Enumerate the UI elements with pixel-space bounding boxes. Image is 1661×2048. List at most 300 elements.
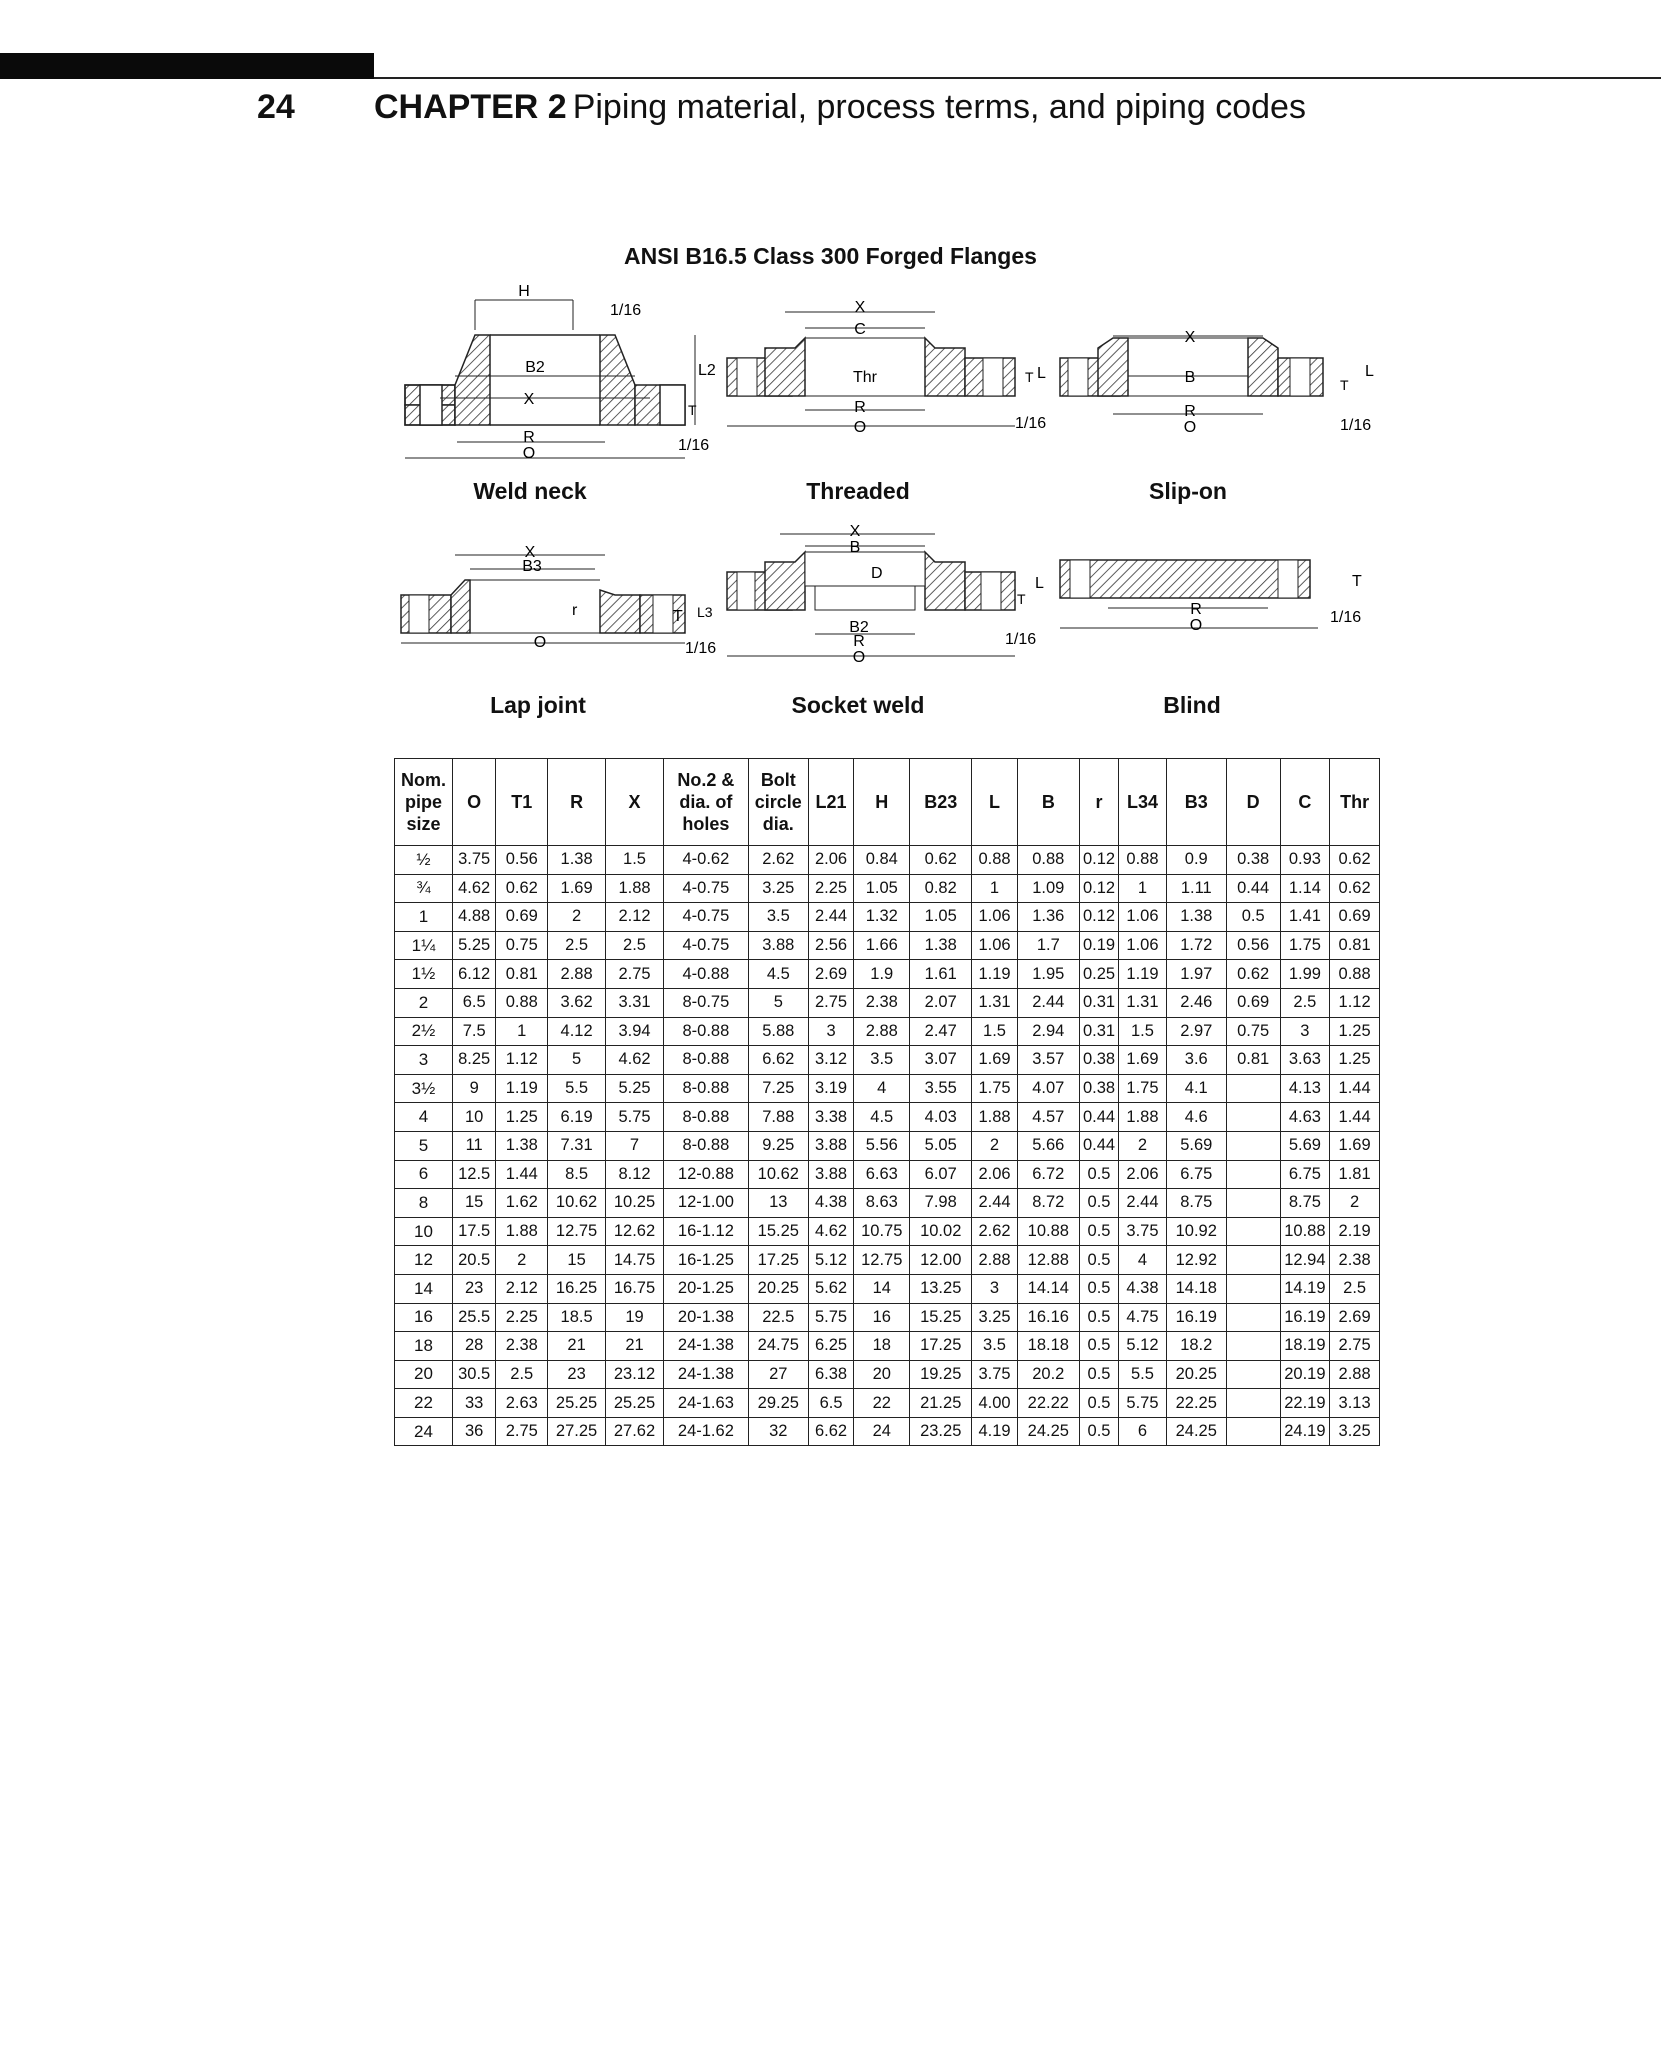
table-cell: 16.16 <box>1017 1303 1079 1332</box>
table-cell: 7.5 <box>452 1017 495 1046</box>
table-cell: 20-1.25 <box>663 1274 748 1303</box>
chapter-heading <box>374 88 1306 127</box>
table-cell: 32 <box>748 1417 808 1446</box>
table-cell: 24-1.62 <box>663 1417 748 1446</box>
table-cell: 1.97 <box>1166 960 1226 989</box>
table-cell: 27.25 <box>548 1417 606 1446</box>
table-cell: 2.5 <box>1330 1274 1380 1303</box>
slip-on-sixteenth: 1/16 <box>1340 417 1372 434</box>
table-cell: 3.25 <box>1330 1417 1380 1446</box>
table-cell: 0.44 <box>1079 1103 1118 1132</box>
table-cell: 2.44 <box>1017 988 1079 1017</box>
table-cell: 4-0.75 <box>663 903 748 932</box>
table-cell: 2.44 <box>808 903 854 932</box>
table-cell: 11 <box>452 1131 495 1160</box>
column-header: O <box>452 759 495 846</box>
table-cell: 2.69 <box>1330 1303 1380 1332</box>
table-cell: 3½ <box>395 1074 453 1103</box>
table-cell <box>1226 1332 1280 1361</box>
table-row <box>395 1417 1380 1446</box>
slip-on-b-label: B <box>1184 369 1196 386</box>
table-cell: 6.19 <box>548 1103 606 1132</box>
table-cell: 0.81 <box>1330 931 1380 960</box>
table-cell: 3.75 <box>972 1360 1018 1389</box>
socket-weld-l-label: L <box>1035 575 1044 592</box>
table-cell: 3.75 <box>1119 1217 1167 1246</box>
table-cell: 1.69 <box>1119 1046 1167 1075</box>
table-cell: 1.38 <box>496 1131 548 1160</box>
table-cell: 0.5 <box>1079 1360 1118 1389</box>
table-cell: 3.6 <box>1166 1046 1226 1075</box>
table-row <box>395 931 1380 960</box>
table-cell: 20.25 <box>1166 1360 1226 1389</box>
table-cell: 12.75 <box>548 1217 606 1246</box>
table-cell: 24 <box>854 1417 910 1446</box>
table-cell <box>1226 1189 1280 1218</box>
table-cell: 0.56 <box>1226 931 1280 960</box>
table-cell: 16.19 <box>1166 1303 1226 1332</box>
table-cell: 6.62 <box>748 1046 808 1075</box>
table-cell: 6.38 <box>808 1360 854 1389</box>
table-cell: 3.19 <box>808 1074 854 1103</box>
table-cell: 4 <box>854 1074 910 1103</box>
table-cell <box>1226 1303 1280 1332</box>
table-cell: 1.38 <box>1166 903 1226 932</box>
table-cell: 1.61 <box>910 960 972 989</box>
table-cell: 22 <box>395 1389 453 1418</box>
table-cell: 0.62 <box>910 846 972 875</box>
table-cell: 2.97 <box>1166 1017 1226 1046</box>
table-cell: 0.88 <box>972 846 1018 875</box>
table-cell: 3 <box>395 1046 453 1075</box>
table-cell: 2.46 <box>1166 988 1226 1017</box>
table-cell: 25.25 <box>606 1389 664 1418</box>
table-cell: 1.69 <box>972 1046 1018 1075</box>
table-cell: 0.5 <box>1079 1274 1118 1303</box>
table-cell: 4.07 <box>1017 1074 1079 1103</box>
table-row <box>395 1131 1380 1160</box>
table-cell: 1.36 <box>1017 903 1079 932</box>
table-cell: 1.62 <box>496 1189 548 1218</box>
table-cell: 2.88 <box>1330 1360 1380 1389</box>
table-cell: 1.11 <box>1166 874 1226 903</box>
table-cell: 1.14 <box>1280 874 1330 903</box>
table-cell: 2.44 <box>1119 1189 1167 1218</box>
table-cell: 33 <box>452 1389 495 1418</box>
table-cell: 15 <box>548 1246 606 1275</box>
lap-joint-diagram <box>395 535 725 665</box>
table-cell: 8.12 <box>606 1160 664 1189</box>
table-cell: 0.84 <box>854 846 910 875</box>
table-cell: 4.5 <box>748 960 808 989</box>
table-cell: 0.31 <box>1079 1017 1118 1046</box>
threaded-r-label: R <box>854 399 866 416</box>
table-cell: 2.38 <box>496 1332 548 1361</box>
caption-socket-weld: Socket weld <box>791 692 925 718</box>
table-cell: 19 <box>606 1303 664 1332</box>
table-cell: 14.14 <box>1017 1274 1079 1303</box>
table-cell: 36 <box>452 1417 495 1446</box>
column-header: r <box>1079 759 1118 846</box>
table-cell: 23.25 <box>910 1417 972 1446</box>
table-cell: 7.88 <box>748 1103 808 1132</box>
table-cell: 3.75 <box>452 846 495 875</box>
table-row <box>395 1274 1380 1303</box>
table-cell: 3.88 <box>748 931 808 960</box>
table-cell: 8-0.88 <box>663 1131 748 1160</box>
table-cell: 1.31 <box>972 988 1018 1017</box>
table-row <box>395 960 1380 989</box>
table-cell: 12 <box>395 1246 453 1275</box>
table-cell: 6 <box>1119 1417 1167 1446</box>
column-header: No.2 & dia. of holes <box>663 759 748 846</box>
column-header: L21 <box>808 759 854 846</box>
table-cell: 2.25 <box>496 1303 548 1332</box>
table-cell: 15.25 <box>910 1303 972 1332</box>
table-cell: 2.75 <box>808 988 854 1017</box>
table-cell: 18.5 <box>548 1303 606 1332</box>
table-cell <box>1226 1360 1280 1389</box>
table-cell: 22 <box>854 1389 910 1418</box>
page-number: 24 <box>257 88 295 126</box>
table-cell: 2.5 <box>1280 988 1330 1017</box>
table-cell: 0.88 <box>496 988 548 1017</box>
table-cell: 29.25 <box>748 1389 808 1418</box>
table-cell: 13.25 <box>910 1274 972 1303</box>
table-cell: 0.44 <box>1226 874 1280 903</box>
table-cell: 1.06 <box>972 903 1018 932</box>
column-header: B23 <box>910 759 972 846</box>
table-cell: 2.44 <box>972 1189 1018 1218</box>
lap-joint-b3-label: B3 <box>522 558 542 575</box>
socket-weld-o-label: O <box>852 649 866 666</box>
column-header: X <box>606 759 664 846</box>
weld-neck-h-label: H <box>518 283 530 300</box>
table-cell: 0.75 <box>1226 1017 1280 1046</box>
table-cell: 0.5 <box>1079 1160 1118 1189</box>
table-cell: 1.25 <box>1330 1046 1380 1075</box>
table-cell: 1 <box>395 903 453 932</box>
table-cell: 0.5 <box>1079 1246 1118 1275</box>
table-row <box>395 1246 1380 1275</box>
table-cell: 5.25 <box>606 1074 664 1103</box>
slip-on-r-label: R <box>1184 403 1196 420</box>
table-row <box>395 1103 1380 1132</box>
table-cell: 24-1.38 <box>663 1332 748 1361</box>
slip-on-t-label: T <box>1340 377 1349 393</box>
caption-weld-neck: Weld neck <box>473 478 587 504</box>
table-cell: 8 <box>395 1189 453 1218</box>
table-cell: 3 <box>972 1274 1018 1303</box>
table-cell: 4.1 <box>1166 1074 1226 1103</box>
table-cell: 5 <box>748 988 808 1017</box>
table-cell: 20.25 <box>748 1274 808 1303</box>
table-cell: 6.5 <box>452 988 495 1017</box>
table-cell: 13 <box>748 1189 808 1218</box>
table-cell: 2.56 <box>808 931 854 960</box>
table-cell: 3.25 <box>972 1303 1018 1332</box>
table-cell: 0.19 <box>1079 931 1118 960</box>
table-cell: 23.12 <box>606 1360 664 1389</box>
table-cell: 1¼ <box>395 931 453 960</box>
table-cell: 2.06 <box>808 846 854 875</box>
header-rule <box>374 77 1661 79</box>
table-cell: 4-0.62 <box>663 846 748 875</box>
table-cell: 20 <box>854 1360 910 1389</box>
table-cell: 10.02 <box>910 1217 972 1246</box>
table-cell: 23 <box>452 1274 495 1303</box>
column-header: Nom. pipe size <box>395 759 453 846</box>
table-cell: 7.98 <box>910 1189 972 1218</box>
table-cell: 4.13 <box>1280 1074 1330 1103</box>
table-cell: 2.63 <box>496 1389 548 1418</box>
table-cell: 5.5 <box>1119 1360 1167 1389</box>
socket-weld-x-label: X <box>849 523 861 540</box>
column-header: T1 <box>496 759 548 846</box>
table-cell: 8-0.88 <box>663 1103 748 1132</box>
table-cell: 16 <box>854 1303 910 1332</box>
table-cell: 2 <box>1119 1131 1167 1160</box>
table-cell: 1 <box>972 874 1018 903</box>
table-cell: 6.75 <box>1280 1160 1330 1189</box>
weld-neck-b2-label: B2 <box>525 359 545 376</box>
table-cell: 3.5 <box>972 1332 1018 1361</box>
column-header: Bolt circle dia. <box>748 759 808 846</box>
table-cell: 0.38 <box>1079 1046 1118 1075</box>
table-cell: 4 <box>1119 1246 1167 1275</box>
table-cell: 4.62 <box>452 874 495 903</box>
weld-neck-diagram <box>395 280 725 470</box>
table-cell: 4.38 <box>1119 1274 1167 1303</box>
table-cell: 10.62 <box>748 1160 808 1189</box>
table-cell: 4.00 <box>972 1389 1018 1418</box>
table-cell: 12-0.88 <box>663 1160 748 1189</box>
lap-joint-t-label: T <box>673 608 683 625</box>
socket-weld-b2-label: B2 <box>849 619 869 636</box>
table-cell: 10.88 <box>1280 1217 1330 1246</box>
table-cell: 1.5 <box>972 1017 1018 1046</box>
table-cell: 5.88 <box>748 1017 808 1046</box>
table-cell: 5.25 <box>452 931 495 960</box>
table-cell: 14.75 <box>606 1246 664 1275</box>
lap-joint-r-small-label: r <box>572 602 578 619</box>
table-cell: 2.75 <box>496 1417 548 1446</box>
slip-on-o-label: O <box>1183 419 1197 436</box>
column-header: H <box>854 759 910 846</box>
table-cell: 1.7 <box>1017 931 1079 960</box>
table-cell: 0.5 <box>1079 1417 1118 1446</box>
blind-sixteenth: 1/16 <box>1330 609 1362 626</box>
table-cell: 21 <box>548 1332 606 1361</box>
table-cell: 3.25 <box>748 874 808 903</box>
table-cell: 6 <box>395 1160 453 1189</box>
table-cell: 2.38 <box>1330 1246 1380 1275</box>
table-cell: 24.25 <box>1017 1417 1079 1446</box>
table-cell: 0.88 <box>1330 960 1380 989</box>
table-cell: 1.09 <box>1017 874 1079 903</box>
table-cell: 8-0.75 <box>663 988 748 1017</box>
table-cell: 3.07 <box>910 1046 972 1075</box>
table-cell: 2.12 <box>496 1274 548 1303</box>
table-cell: 19.25 <box>910 1360 972 1389</box>
table-cell: 2.5 <box>496 1360 548 1389</box>
table-row <box>395 1046 1380 1075</box>
table-cell: 4.75 <box>1119 1303 1167 1332</box>
table-row <box>395 1074 1380 1103</box>
table-cell: 3 <box>808 1017 854 1046</box>
column-header: B3 <box>1166 759 1226 846</box>
table-cell <box>1226 1217 1280 1246</box>
table-cell: 8.5 <box>548 1160 606 1189</box>
table-cell: 16 <box>395 1303 453 1332</box>
column-header: C <box>1280 759 1330 846</box>
caption-blind: Blind <box>1163 692 1221 718</box>
chapter-label: CHAPTER 2 <box>374 88 567 126</box>
table-cell: 0.82 <box>910 874 972 903</box>
blind-r-label: R <box>1190 601 1202 618</box>
table-cell: 27 <box>748 1360 808 1389</box>
table-cell: 2.38 <box>854 988 910 1017</box>
table-cell: 16.75 <box>606 1274 664 1303</box>
table-cell: 8.75 <box>1280 1189 1330 1218</box>
table-cell: 1.38 <box>910 931 972 960</box>
table-header <box>395 759 1380 846</box>
table-cell: 4.62 <box>606 1046 664 1075</box>
table-cell <box>1226 1274 1280 1303</box>
table-cell: 8.25 <box>452 1046 495 1075</box>
table-cell: 4.03 <box>910 1103 972 1132</box>
table-cell: 8.72 <box>1017 1189 1079 1218</box>
table-cell: 22.19 <box>1280 1389 1330 1418</box>
table-row <box>395 874 1380 903</box>
lap-joint-l3-label: L3 <box>697 604 713 620</box>
threaded-sixteenth: 1/16 <box>1015 415 1047 432</box>
table-cell: 2.75 <box>606 960 664 989</box>
table-cell: 3.12 <box>808 1046 854 1075</box>
table-cell: 0.93 <box>1280 846 1330 875</box>
slip-on-l-label: L <box>1365 363 1374 380</box>
table-cell: 3.62 <box>548 988 606 1017</box>
table-cell <box>1226 1131 1280 1160</box>
table-cell: 25.5 <box>452 1303 495 1332</box>
table-cell: 0.56 <box>496 846 548 875</box>
table-cell: 2.06 <box>972 1160 1018 1189</box>
table-cell: 0.88 <box>1119 846 1167 875</box>
weld-neck-r-label: R <box>523 429 535 446</box>
table-cell: 10.75 <box>854 1217 910 1246</box>
table-cell: 6.63 <box>854 1160 910 1189</box>
table-cell: 3.88 <box>808 1131 854 1160</box>
table-cell: 2 <box>548 903 606 932</box>
threaded-t-label: T <box>1025 369 1034 385</box>
table-cell: 5.5 <box>548 1074 606 1103</box>
table-cell: 1 <box>1119 874 1167 903</box>
table-cell: 10.92 <box>1166 1217 1226 1246</box>
table-cell: 5.66 <box>1017 1131 1079 1160</box>
table-cell: 0.5 <box>1079 1332 1118 1361</box>
table-row <box>395 1303 1380 1332</box>
table-cell: 1.66 <box>854 931 910 960</box>
table-cell: 1.44 <box>496 1160 548 1189</box>
table-cell: 1½ <box>395 960 453 989</box>
table-row <box>395 846 1380 875</box>
table-cell: 8.63 <box>854 1189 910 1218</box>
table-cell: 1.05 <box>910 903 972 932</box>
table-cell: 6.07 <box>910 1160 972 1189</box>
table-cell: 12.5 <box>452 1160 495 1189</box>
table-cell: 6.5 <box>808 1389 854 1418</box>
table-cell: 21 <box>606 1332 664 1361</box>
table-cell: 4.38 <box>808 1189 854 1218</box>
table-cell: 2½ <box>395 1017 453 1046</box>
blind-diagram <box>1058 550 1388 650</box>
socket-weld-r-label: R <box>853 633 865 650</box>
table-cell: 1.05 <box>854 874 910 903</box>
table-cell: 16-1.12 <box>663 1217 748 1246</box>
table-cell <box>1226 1389 1280 1418</box>
table-cell: 3 <box>1280 1017 1330 1046</box>
weld-neck-sixteenth-top: 1/16 <box>610 302 642 319</box>
table-cell: 1.25 <box>496 1103 548 1132</box>
table-cell: 1 <box>496 1017 548 1046</box>
lap-joint-sixteenth: 1/16 <box>685 640 717 657</box>
table-cell: 1.88 <box>606 874 664 903</box>
table-cell: 10 <box>395 1217 453 1246</box>
table-cell: 0.38 <box>1079 1074 1118 1103</box>
table-cell: 15 <box>452 1189 495 1218</box>
table-cell: 2.5 <box>606 931 664 960</box>
table-cell: 0.38 <box>1226 846 1280 875</box>
table-cell: 14 <box>395 1274 453 1303</box>
table-cell: 12.75 <box>854 1246 910 1275</box>
table-cell: 1.69 <box>548 874 606 903</box>
table-cell: 0.62 <box>1330 846 1380 875</box>
table-cell: 2.88 <box>548 960 606 989</box>
table-cell: ½ <box>395 846 453 875</box>
header-row <box>395 759 1380 846</box>
table-cell: 7.31 <box>548 1131 606 1160</box>
table-cell: 4.88 <box>452 903 495 932</box>
socket-weld-t-label: T <box>1017 591 1026 607</box>
table-cell: 2.25 <box>808 874 854 903</box>
table-cell: 6.25 <box>808 1332 854 1361</box>
table-cell: 7 <box>606 1131 664 1160</box>
table-cell: 3.31 <box>606 988 664 1017</box>
table-cell: 4.62 <box>808 1217 854 1246</box>
table-cell: 3.5 <box>748 903 808 932</box>
table-cell: 2.94 <box>1017 1017 1079 1046</box>
weld-neck-t-label: T <box>688 402 697 418</box>
socket-weld-sixteenth: 1/16 <box>1005 631 1037 648</box>
column-header: L <box>972 759 1018 846</box>
table-cell: 1.38 <box>548 846 606 875</box>
table-cell: 1.88 <box>972 1103 1018 1132</box>
table-cell: 2.88 <box>972 1246 1018 1275</box>
table-cell: 1.75 <box>1119 1074 1167 1103</box>
column-header: Thr <box>1330 759 1380 846</box>
table-cell: 2 <box>496 1246 548 1275</box>
table-cell: 20.2 <box>1017 1360 1079 1389</box>
table-cell: 8-0.88 <box>663 1074 748 1103</box>
table-cell: 1.5 <box>1119 1017 1167 1046</box>
table-cell: 0.81 <box>1226 1046 1280 1075</box>
table-cell: 12.92 <box>1166 1246 1226 1275</box>
table-cell: 18 <box>854 1332 910 1361</box>
table-cell: 12.62 <box>606 1217 664 1246</box>
table-cell: 2.47 <box>910 1017 972 1046</box>
table-cell <box>1226 1103 1280 1132</box>
table-cell: 27.62 <box>606 1417 664 1446</box>
